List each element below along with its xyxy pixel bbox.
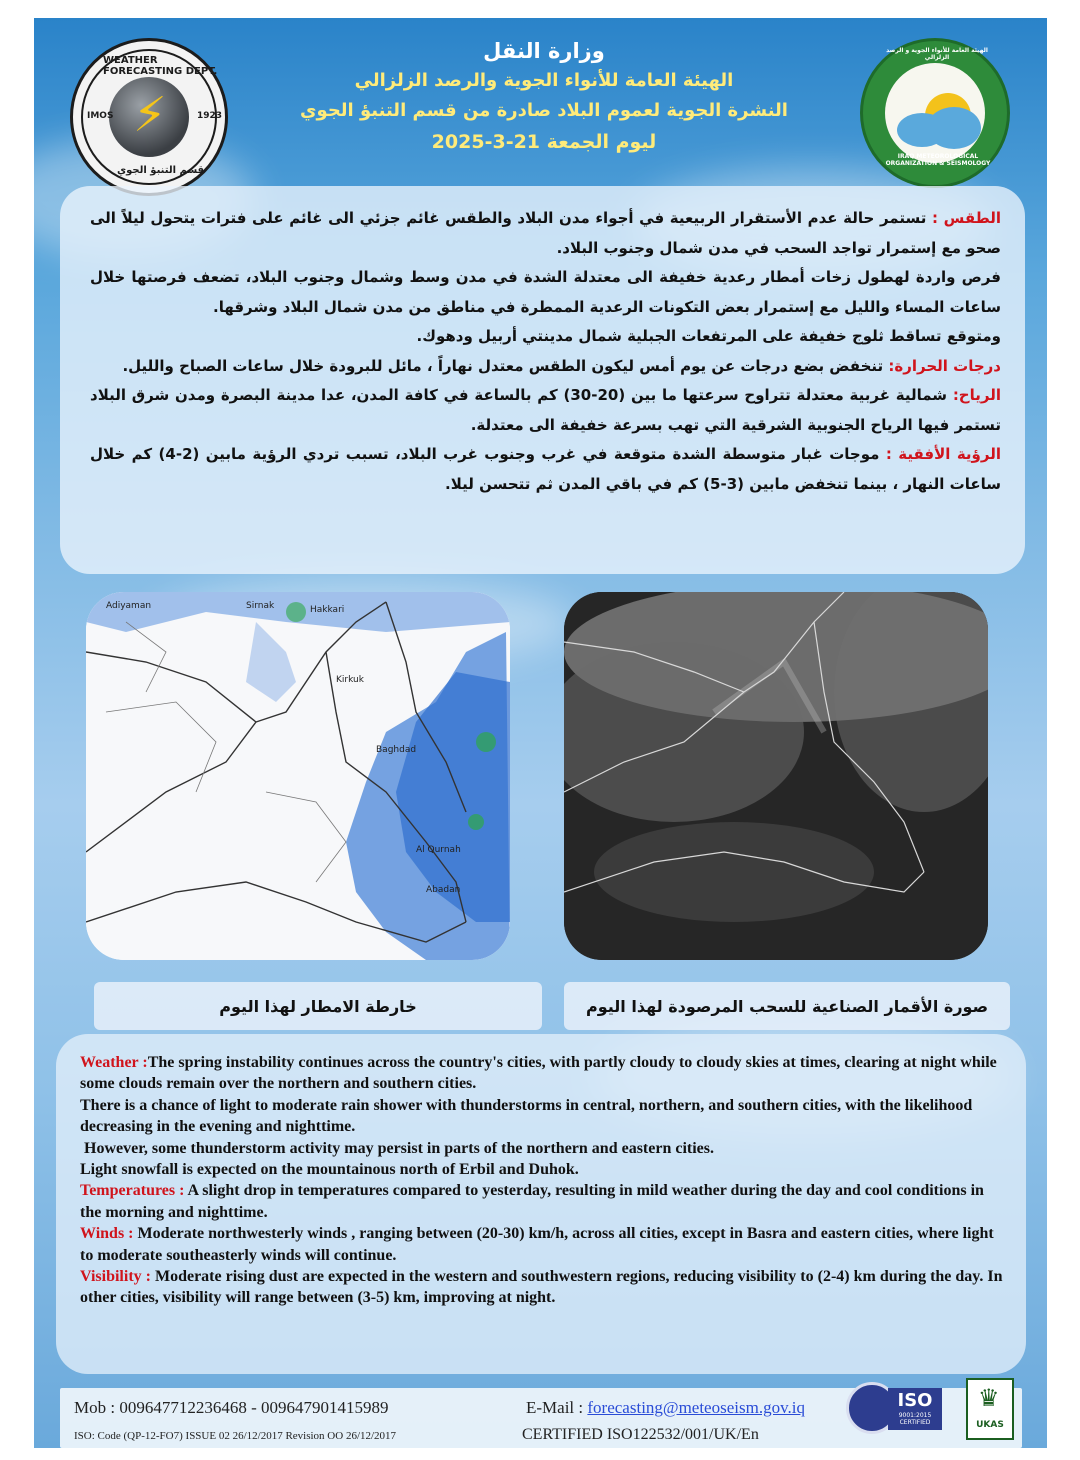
en-weather-label: Weather : — [80, 1054, 148, 1071]
ar-weather-text: تستمر حالة عدم الأستقرار الربيعية في أجواء مدن البلاد والطقس غائم جزئي الى غائم على فترات يتحول ليلاً الى صحو مع إستمرار تواجد السحب في مدن شمال وجنوب البلاد. — [90, 209, 1001, 257]
bulletin-title: النشرة الجوية لعموم البلاد صادرة من قسم التنبؤ الجوي — [300, 100, 788, 121]
en-snow-text: Light snowfall is expected on the mountainous north of Erbil and Duhok. — [80, 1161, 579, 1179]
en-vis-text: Moderate rising dust are expected in the western and southwestern regions, reducing visibility to (2-4) km during the day. In other cities, visibility will range between (3-5) km, improving at night. — [80, 1268, 1003, 1307]
en-temp-para — [80, 1180, 1004, 1223]
ar-winds-text: شمالية غربية معتدلة تتراوح سرعتها ما بين (20-30) كم بالساعة في كافة المدن، عدا مدينة البصرة ومدن شرق البلاد تستمر فيها الرياح الجنوبية الشرقية التي تهب بسرعة خفيفة الى معتدلة. — [90, 386, 1001, 434]
map-label: Baghdad — [376, 745, 417, 755]
logo-left-text: IMOS — [87, 111, 114, 121]
ar-snow-text: ومتوقع تساقط ثلوج خفيفة على المرتفعات الجبلية شمال مدينتي أربيل ودهوك. — [416, 327, 1001, 345]
ar-temp-text: تنخفض بضع درجات عن يوم أمس ليكون الطقس معتدل نهاراً ، مائل للبرودة خلال ساعات الصباح والليل. — [122, 356, 884, 375]
bulletin-header — [274, 36, 814, 158]
en-temp-label: Temperatures : — [80, 1182, 185, 1200]
email-line — [526, 1398, 805, 1418]
ar-vis-label: الرؤية الأفقية : — [885, 445, 1001, 463]
arabic-forecast-box — [60, 186, 1025, 574]
map-label: Sirnak — [246, 601, 275, 611]
en-weather-text: The spring instability continues across the country's cities, with partly cloudy to cloudy skies at times, clearing at night while some clouds remain over the northern and southern cities. — [80, 1054, 997, 1093]
ar-temp-para — [90, 352, 1001, 382]
satellite-map — [564, 592, 988, 960]
bulletin-date: ليوم الجمعة 21-3-2025 — [431, 131, 657, 153]
ar-winds-label: الرياح: — [952, 386, 1001, 404]
rain-map-caption: خارطة الامطار لهذا اليوم — [94, 982, 542, 1030]
en-rain-text: There is a chance of light to moderate rain shower with thunderstorms in central, northern, and southern cities, with the likelihood decreasing in the evening and nighttime. — [80, 1096, 973, 1136]
map-label: Hakkari — [310, 605, 345, 615]
en-weather-para — [80, 1052, 1004, 1095]
ar-temp-label: درجات الحرارة: — [888, 356, 1001, 375]
en-vis-label: Visibility : — [80, 1268, 151, 1286]
english-forecast-box — [56, 1034, 1026, 1374]
ar-weather-label: الطقس : — [932, 209, 1001, 227]
iso-code-line: ISO: Code (QP-12-FO7) ISSUE 02 26/12/2017 Revision OO 26/12/2017 — [74, 1430, 397, 1442]
ar-winds-para — [90, 381, 1001, 440]
logo-right-text: 1923 — [197, 111, 223, 121]
cloud-icon — [927, 107, 981, 149]
ar-vis-para — [90, 440, 1001, 499]
meteorological-org-logo — [860, 38, 1010, 188]
crown-icon: ♛ — [978, 1384, 1000, 1412]
en-vis-para — [80, 1266, 1004, 1309]
authority-title: الهيئة العامة للأنواء الجوية والرصد الزلزالي — [354, 70, 734, 91]
logo-top-text: WEATHER FORECASTING DEPT. — [103, 55, 218, 77]
ar-rain-text: فرص واردة لهطول زخات أمطار رعدية خفيفة الى معتدلة الشدة في مدن وسط وشمال وجنوب البلاد، تضعف فرصتها خلال ساعات المساء والليل مع إستمرار بعض التكونات الرعدية الممطرة في مناطق من مدن شمال البلاد وشرقها. — [90, 268, 1001, 316]
en-temp-text: A slight drop in temperatures compared to yesterday, resulting in mild weather during the day and cool conditions in the morning and nighttime. — [80, 1182, 984, 1221]
lightning-bolt-icon: ⚡ — [133, 87, 167, 143]
en-winds-text: Moderate northwesterly winds , ranging between (20-30) km/h, across all cities, except in Basra and eastern cities, where light to moderate southeasterly winds will continue. — [80, 1225, 994, 1264]
email-link[interactable]: forecasting@meteoseism.gov.iq — [587, 1398, 805, 1417]
rain-map — [86, 592, 510, 960]
map-label: Al Qurnah — [416, 845, 461, 855]
logo-ring-arabic-text: الهيئة العامة للأنواء الجوية و الرصد الزلزالي — [886, 47, 988, 61]
contact-footer — [60, 1384, 1022, 1448]
ministry-title: وزارة النقل — [483, 39, 605, 63]
certified-line: CERTIFIED ISO122532/001/UK/En — [522, 1426, 759, 1443]
ukas-badge-text: UKAS — [976, 1420, 1004, 1430]
logo-ring-text: IRAQ METEOROLOGICAL ORGANIZATION & SEISMOLOGY — [885, 153, 991, 167]
en-winds-para — [80, 1223, 1004, 1266]
email-label: E-Mail : — [526, 1398, 588, 1417]
ar-vis-text: موجات غبار متوسطة الشدة متوقعة في غرب وجنوب غرب البلاد، تسبب تردي الرؤية مابين (2-4) كم خلال ساعات النهار ، بينما تنخفض مابين (3-5) كم في باقي المدن ثم تتحسن ليلا. — [90, 445, 1001, 493]
iso-certified-badge — [846, 1380, 942, 1444]
forecasting-dept-logo — [70, 38, 228, 196]
map-label: Kirkuk — [336, 675, 364, 685]
en-winds-label: Winds : — [80, 1225, 134, 1243]
logo-bottom-text: قسم التنبؤ الجوي — [117, 165, 205, 176]
bulletin-frame — [34, 18, 1047, 1448]
ukas-badge — [966, 1378, 1014, 1440]
map-label: Abadan — [426, 885, 461, 895]
mobile-numbers: Mob : 009647712236468 - 009647901415989 — [74, 1398, 389, 1417]
map-label: Adiyaman — [106, 601, 152, 611]
satellite-map-caption: صورة الأقمار الصناعية للسحب المرصودة لهذا اليوم — [564, 982, 1010, 1030]
ar-weather-para — [90, 204, 1001, 263]
iso-badge-subtext: 9001:2015 CERTIFIED — [898, 1412, 932, 1426]
iso-badge-text: ISO — [888, 1388, 942, 1430]
en-storm-text: However, some thunderstorm activity may persist in parts of the northern and eastern cities. — [80, 1139, 714, 1157]
